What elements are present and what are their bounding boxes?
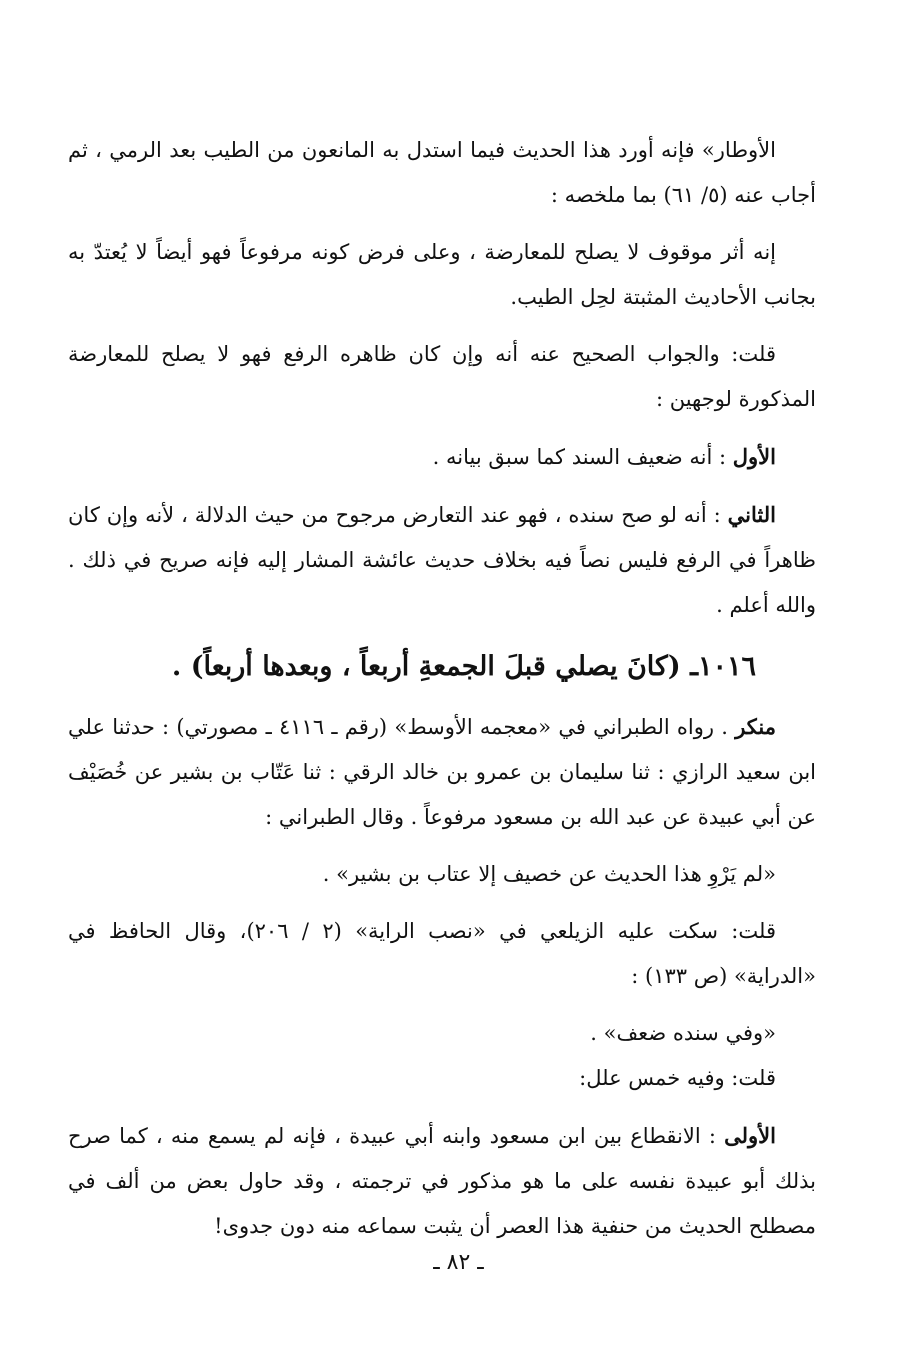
paragraph-first-defect xyxy=(68,1113,816,1249)
grading-text: . رواه الطبراني في «معجمه الأوسط» (رقم ـ ٤١١٦ ـ مصورتي) : حدثنا علي ابن سعيد الرازي : ثنا سليمان بن عمرو بن خالد الرقي : ثنا عَتّاب بن بشير عن خُصَيْف عن أبي عبيدة عن عبد الله بن مسعود مرفوعاً . وقال الطبراني : xyxy=(68,715,816,829)
lead-word-grading: منكر xyxy=(735,714,776,739)
first-defect-text: : الانقطاع بين ابن مسعود وابنه أبي عبيدة ، فإنه لم يسمع منه ، كما صرح بذلك أبو عبيدة نفسه على ما هو مذكور في ترجمته ، وقد حاول بعض من ألف في مصطلح الحديث من حنفية هذا العصر أن يثبت سماعه منه دون جدوى! xyxy=(68,1124,816,1238)
page-body xyxy=(68,128,816,1261)
paragraph-continuation: الأوطار» فإنه أورد هذا الحديث فيما استدل به المانعون من الطيب بعد الرمي ، ثم أجاب عنه (٥/ ٦١) بما ملخصه : xyxy=(68,138,816,207)
paragraph-five-defects: قلت: وفيه خمس علل: xyxy=(579,1066,776,1090)
paragraph-zaylai: قلت: سكت عليه الزيلعي في «نصب الراية» (٢ / ٢٠٦)، وقال الحافظ في «الدراية» (ص ١٣٣) : xyxy=(68,919,816,988)
first-reason-text: : أنه ضعيف السند كما سبق بيانه . xyxy=(432,445,733,469)
paragraph-answer: قلت: والجواب الصحيح عنه أنه وإن كان ظاهره الرفع فهو لا يصلح للمعارضة المذكورة لوجهين : xyxy=(68,342,816,411)
second-reason-text: : أنه لو صح سنده ، فهو عند التعارض مرجوح من حيث الدلالة ، لأنه وإن كان ظاهراً في الرفع فليس نصاً فيه بخلاف حديث عائشة المشار إليه فإنه صريح في ذلك . والله أعلم . xyxy=(68,503,816,617)
paragraph-grading xyxy=(68,704,816,840)
lead-word-first-defect: الأولى xyxy=(724,1123,776,1148)
paragraph-first-reason xyxy=(68,434,816,480)
hadith-heading: ١٠١٦ـ (كانَ يصلي قبلَ الجمعةِ أربعاً ، وبعدها أربعاً) . xyxy=(171,651,756,682)
paragraph-quote-summary: إنه أثر موقوف لا يصلح للمعارضة ، وعلى فرض كونه مرفوعاً فهو أيضاً لا يُعتدّ به بجانب الأحاديث المثبتة لحِل الطيب. xyxy=(68,240,816,309)
page-number: ـ ٨٢ ـ xyxy=(433,1250,484,1275)
paragraph-second-reason xyxy=(68,492,816,628)
paragraph-dirayah-quote: «وفي سنده ضعف» . xyxy=(590,1021,776,1045)
lead-word-first: الأول xyxy=(732,444,776,469)
paragraph-tabarani-quote: «لم يَرْوِ هذا الحديث عن خصيف إلا عتاب بن بشير» . xyxy=(322,862,776,886)
lead-word-second: الثاني xyxy=(727,502,776,527)
